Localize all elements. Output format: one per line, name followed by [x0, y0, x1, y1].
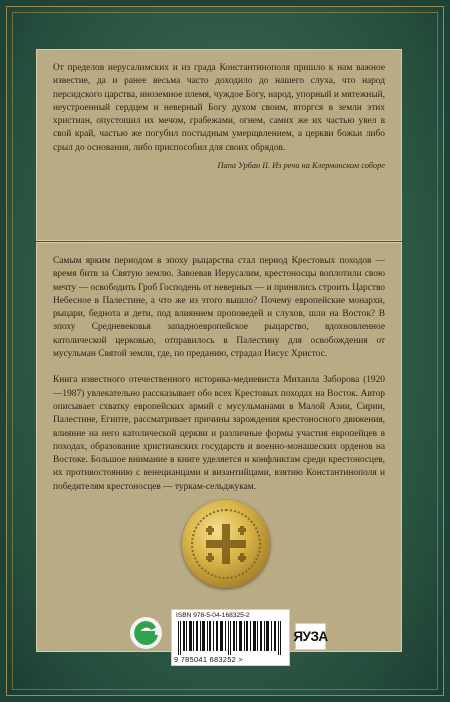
barcode-number: 9 785041 683252 >: [174, 655, 244, 664]
barcode: [171, 609, 290, 666]
isbn-label: ISBN 978-5-04-168325-2: [176, 612, 250, 619]
description-paragraph-1: Самым ярким периодом в эпоху рыцарства стал период Крестовых походов — время битв за Святую землю. Завоевав Иерусалим, крестоносцы воплотили свою мечту — освободить Гроб Господень от неверных — и принялись строить Царство Небесное в Палестине, а что же из этого вышло? Почему европейские монархи, рыцари, беднота и дети, под влиянием проповедей и слухов, шли на Восток? В эпоху Средневековья западноевропейское рыцарство, вдохновленное католической церковью, отправилось в Палестину для освобождения от мусульман Святой земли, где, по преданию, страдал Иисус Христос.: [53, 256, 385, 360]
crusader-coin-icon: [182, 500, 270, 588]
quote-panel: [36, 49, 402, 241]
publisher-logo-yauza: ЯУЗА: [295, 623, 326, 650]
eksmo-logo-icon: [129, 616, 163, 650]
barcode-bars: [178, 621, 284, 655]
description-paragraph-2: Книга известного отечественного историка-медиевиста Михаила Заборова (1920—1987) увлекательно рассказывает обо всех Крестовых походах на Восток. Автор описывает схватку европейских армий с мусульманами в Малой Азии, Сирии, Палестине, Египте, рассматривает причины зарождения крестоносного движения, влияние на него католической церкви и различные формы участия европейцев в походах, образование христианских государств и военно-монашеских орденов на Востоке. Большое внимание в книге уделяется и конфликтам среди крестоносцев, их противостоянию с венецианцами и византийцами, взятию Константинополя и победителям крестоносцев — туркам-сельджукам.: [53, 375, 385, 492]
quote-source: Папа Урбан II. Из речи на Клермонском соборе: [217, 161, 385, 171]
quote-text: От пределов иерусалимских и из града Константинополя пришло к нам важное известие, да и ранее весьма часто доходило до нашего слуха, что народ персидского царства, иноземное племя, чуждое Богу, народ, упорный и мятежный, неустроенный сердцем и неверный Богу духом своим, вторгся в земли этих христиан, опустошил их мечом, грабежами, огнем, самих же их частью увел в свой край, частью же погубил постыдным умерщвлением, а церкви божьи либо срыл до основания, либо приспособил для своих обрядов.: [53, 63, 385, 153]
description-panel: [36, 242, 402, 652]
jerusalem-cross-icon: [182, 500, 270, 588]
